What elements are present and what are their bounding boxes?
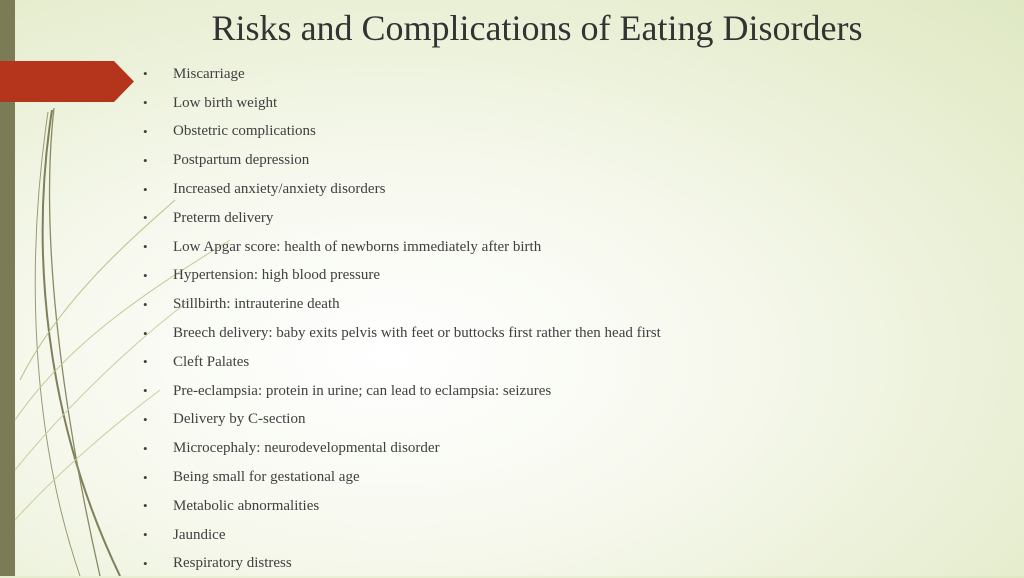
- bullet-dot: •: [143, 527, 148, 543]
- list-item-text: Postpartum depression: [173, 152, 310, 169]
- list-item-text: Being small for gestational age: [173, 469, 360, 486]
- bullet-dot: •: [143, 66, 148, 82]
- list-item-text: Hypertension: high blood pressure: [173, 267, 381, 284]
- list-item: [143, 60, 661, 89]
- list-item: [143, 233, 661, 262]
- bullet-dot: •: [143, 354, 148, 370]
- list-item: [143, 204, 661, 233]
- list-item-text: Microcephaly: neurodevelopmental disorder: [173, 440, 440, 457]
- list-item: [143, 434, 661, 463]
- list-item-text: Jaundice: [173, 526, 226, 543]
- bullet-dot: •: [143, 383, 148, 399]
- list-item-text: Increased anxiety/anxiety disorders: [173, 181, 386, 198]
- bullet-dot: •: [143, 411, 148, 427]
- list-item-text: Pre-eclampsia: protein in urine; can lead to eclampsia: seizures: [173, 382, 552, 399]
- bullet-dot: •: [143, 296, 148, 312]
- list-item: [143, 290, 661, 319]
- list-item: [143, 118, 661, 147]
- list-item-text: Delivery by C-section: [173, 411, 306, 428]
- list-item: [143, 262, 661, 291]
- bullet-dot: •: [143, 440, 148, 456]
- list-item-text: Low Apgar score: health of newborns immediately after birth: [173, 238, 542, 255]
- list-item-text: Breech delivery: baby exits pelvis with feet or buttocks first rather then head first: [173, 325, 661, 342]
- bullet-dot: •: [143, 152, 148, 168]
- bullet-dot: •: [143, 267, 148, 283]
- list-item: [143, 492, 661, 521]
- list-item-text: Respiratory distress: [173, 555, 292, 572]
- bullet-dot: •: [143, 239, 148, 255]
- bullet-dot: •: [143, 123, 148, 139]
- list-item: [143, 89, 661, 118]
- list-item-text: Obstetric complications: [173, 123, 316, 140]
- bullet-dot: •: [143, 210, 148, 226]
- list-item-text: Low birth weight: [173, 94, 278, 111]
- list-item: [143, 377, 661, 406]
- bullet-dot: •: [143, 181, 148, 197]
- bullet-dot: •: [143, 325, 148, 341]
- list-item: [143, 175, 661, 204]
- list-item: [143, 550, 661, 578]
- list-item-text: Miscarriage: [173, 65, 245, 82]
- list-item-text: Metabolic abnormalities: [173, 497, 320, 514]
- bullet-dot: •: [143, 555, 148, 571]
- list-item: [143, 406, 661, 435]
- bullet-dot: •: [143, 498, 148, 514]
- list-item: [143, 348, 661, 377]
- list-item: [143, 146, 661, 175]
- list-item-text: Cleft Palates: [173, 353, 250, 370]
- list-item: [143, 521, 661, 550]
- list-item: [143, 463, 661, 492]
- list-item-text: Preterm delivery: [173, 209, 274, 226]
- bullet-dot: •: [143, 95, 148, 111]
- accent-arrow-tab: [0, 61, 134, 102]
- list-item: [143, 319, 661, 348]
- bullet-list: [143, 60, 661, 578]
- slide-title: Risks and Complications of Eating Disorders: [211, 8, 863, 48]
- list-item-text: Stillbirth: intrauterine death: [173, 296, 340, 313]
- bullet-dot: •: [143, 469, 148, 485]
